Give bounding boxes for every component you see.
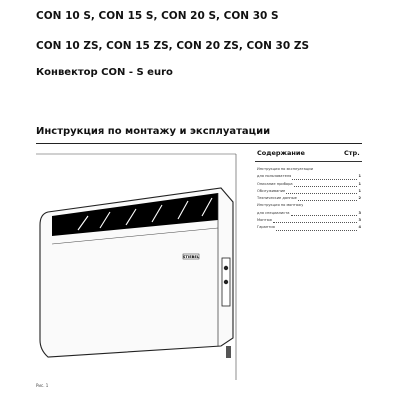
- product-name: Конвектор CON - S euro: [36, 67, 173, 78]
- model-list-zs: CON 10 ZS, CON 15 ZS, CON 20 ZS, CON 30 ZS: [36, 40, 310, 52]
- toc-entry-page: 4: [358, 225, 361, 230]
- toc-leader: [273, 222, 357, 223]
- foot-icon: [226, 346, 231, 358]
- toc-entry-page: 1: [358, 188, 361, 193]
- toc-entry-text: для пользователя: [257, 174, 292, 179]
- document-heading: Инструкция по монтажу и эксплуатации: [36, 126, 271, 137]
- convector-drawing: [36, 150, 248, 380]
- toc-leader: [276, 230, 358, 231]
- toc-leader: [292, 179, 357, 180]
- toc-entry: [257, 173, 361, 180]
- toc-entry-text: Инструкция по монтажу: [257, 203, 304, 208]
- brand-label: STIEBEL: [182, 255, 200, 259]
- toc-entry-text: для специалиста: [257, 210, 290, 215]
- convector-illustration: [36, 150, 248, 380]
- toc-entry-text: Обслуживание: [257, 188, 286, 193]
- toc-entry-page: 3: [358, 210, 361, 215]
- toc-entry: [257, 210, 361, 217]
- model-list-s: CON 10 S, CON 15 S, CON 20 S, CON 30 S: [36, 10, 279, 22]
- toc-list: [257, 166, 361, 232]
- toc-entry-page: 1: [358, 174, 361, 179]
- toc-title: Содержание: [257, 149, 305, 157]
- figure-caption: Рис. 1: [36, 383, 49, 388]
- toc-entry-text: Инструкция по эксплуатации: [257, 167, 313, 171]
- toc-page-header: Стр.: [344, 149, 360, 157]
- heading-rule: [36, 143, 362, 144]
- toc-entry-page: 2: [358, 196, 361, 201]
- toc-rule: [255, 161, 362, 162]
- toc-entry-page: 3: [358, 218, 361, 223]
- toc-leader: [298, 200, 358, 201]
- mode-knob-icon: [224, 280, 228, 284]
- toc-entry-page: 1: [358, 181, 361, 186]
- toc-entry-text: Технические данные: [257, 196, 297, 201]
- toc-entry: [257, 195, 361, 202]
- toc-leader: [294, 186, 358, 187]
- toc-entry: [257, 188, 361, 195]
- toc-leader: [291, 215, 358, 216]
- toc-entry-text: Гарантия: [257, 225, 275, 230]
- toc-entry-text: Описание прибора: [257, 181, 293, 186]
- toc-entry: [257, 181, 361, 188]
- toc-entry: [257, 217, 361, 224]
- toc-entry-text: Монтаж: [257, 218, 273, 223]
- toc-entry: [257, 202, 361, 209]
- toc-entry: [257, 224, 361, 231]
- toc-leader: [286, 193, 357, 194]
- toc-entry: [257, 166, 361, 173]
- thermostat-knob-icon: [224, 266, 228, 270]
